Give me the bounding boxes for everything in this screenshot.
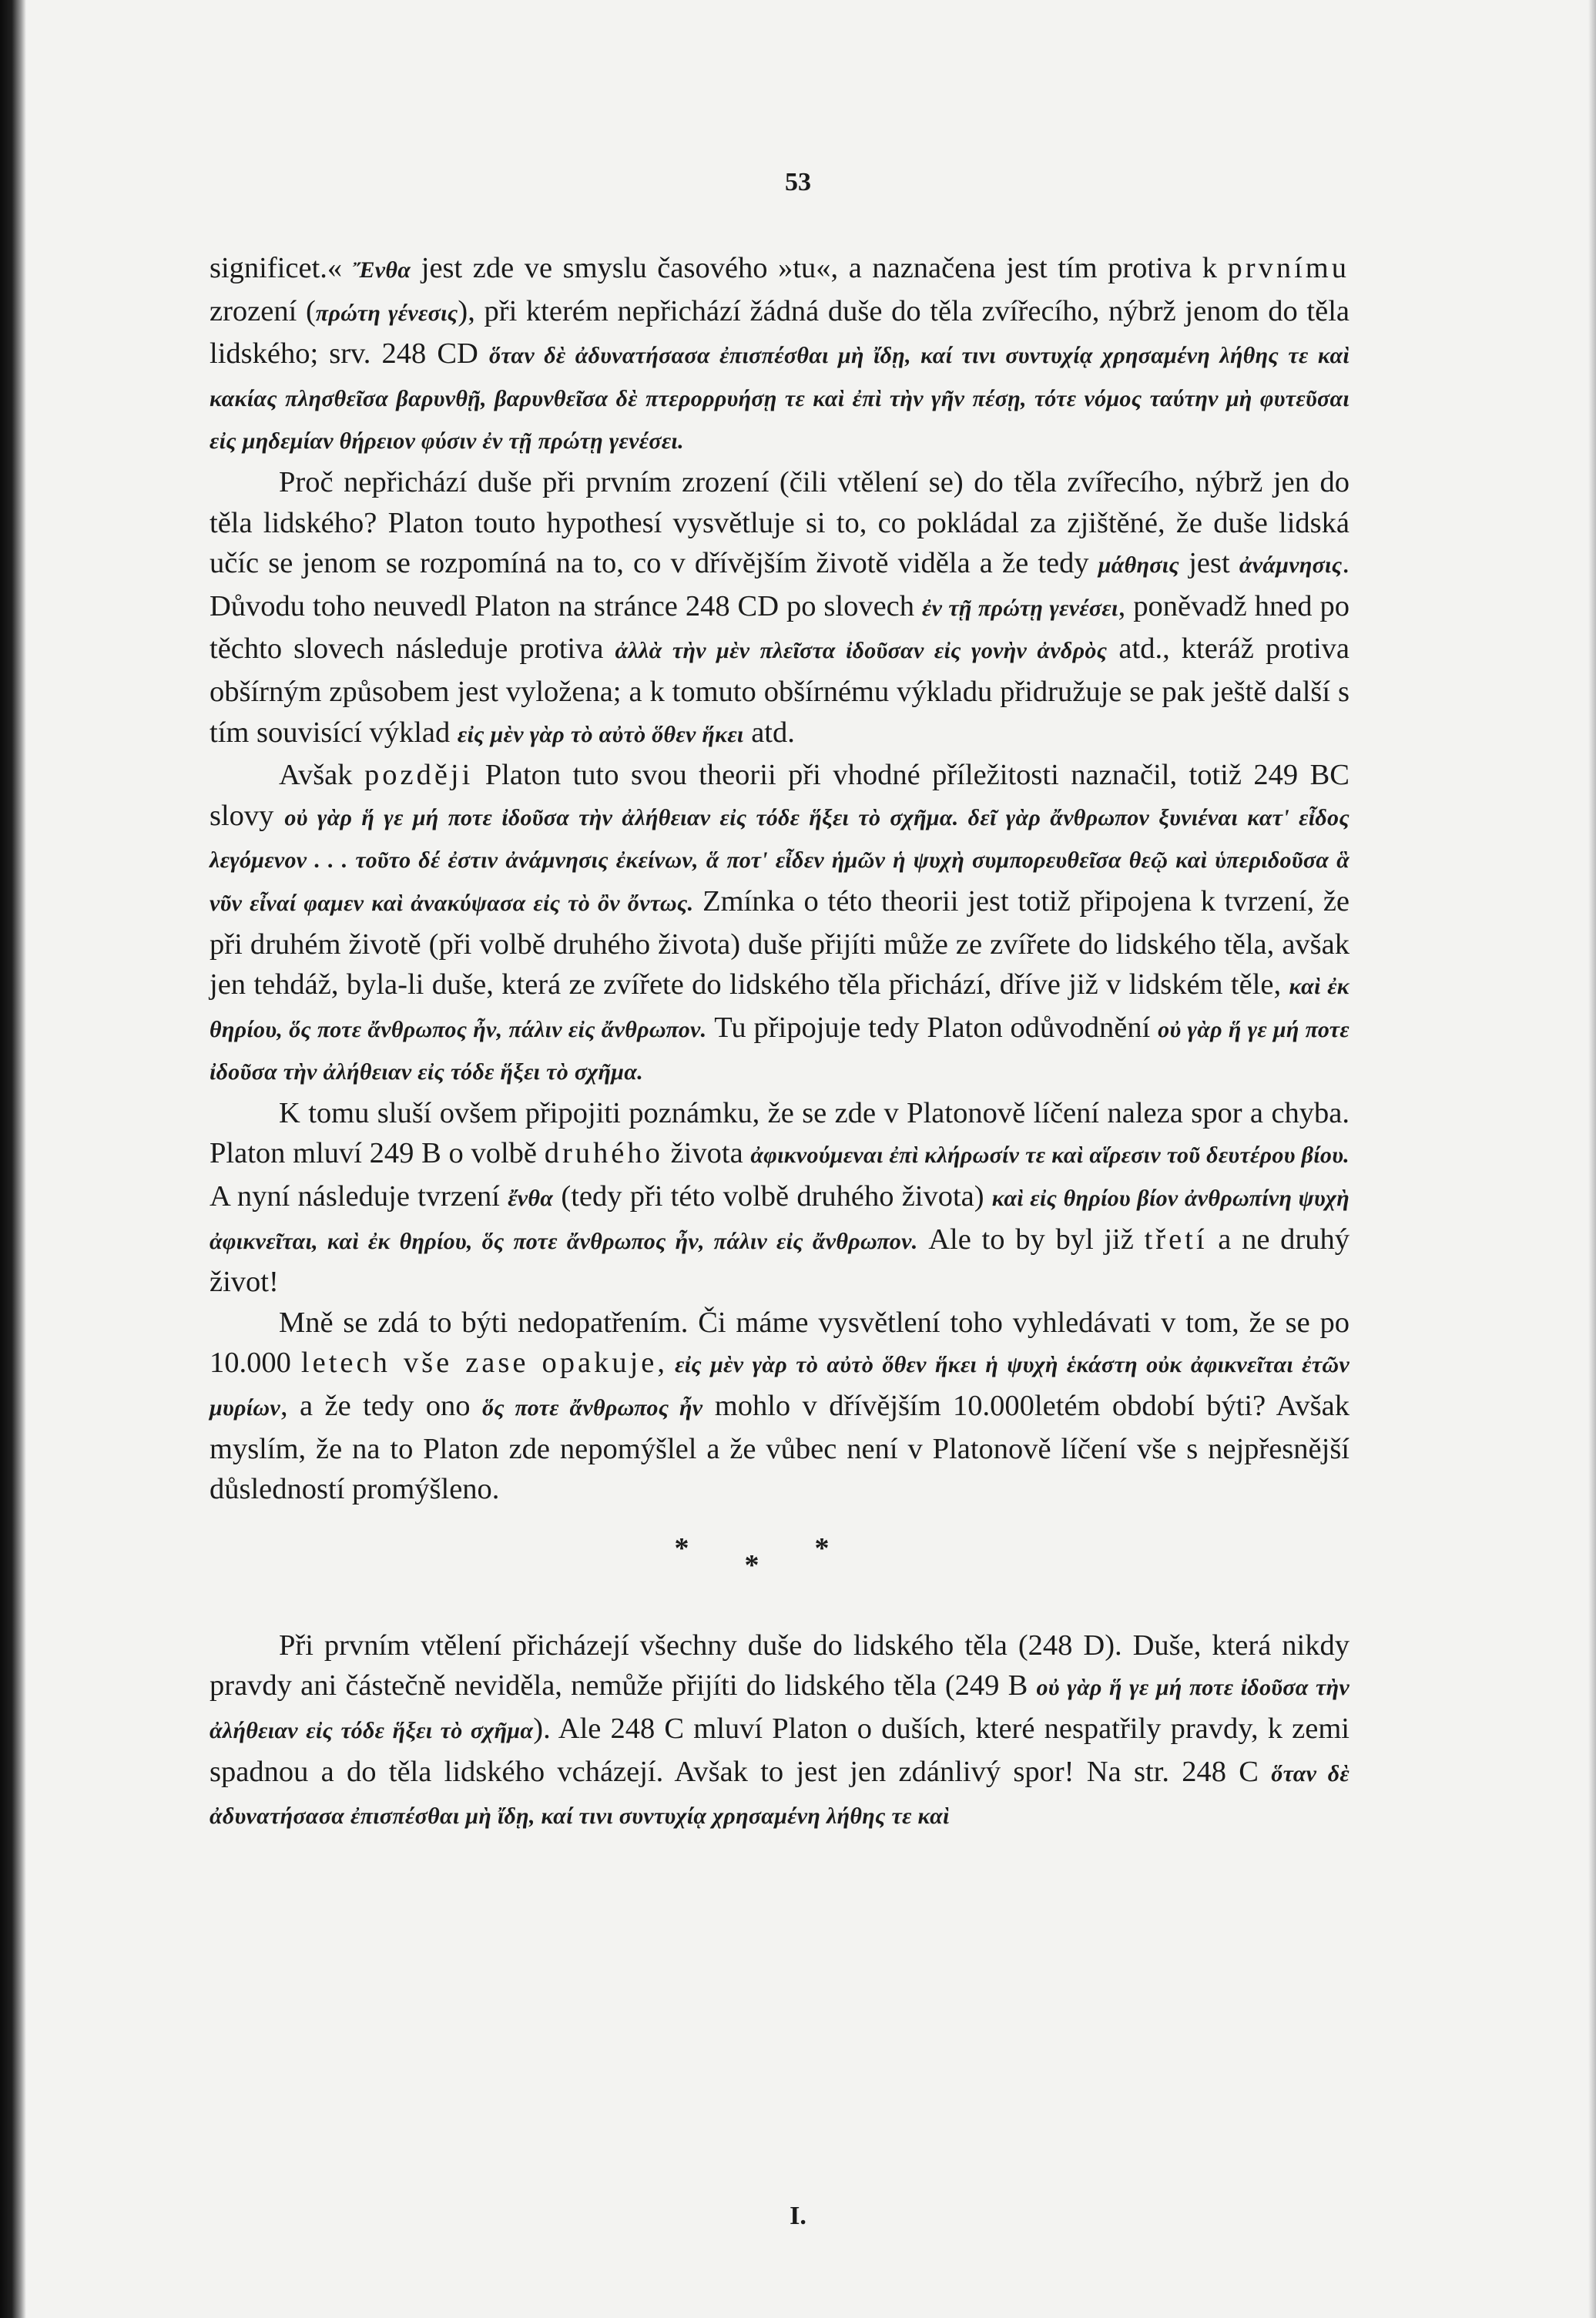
text-run: atd., kteráž protiva obšírným způsobem jest vyložena; a k tomuto obšírnému výkladu přidružuje se pak ještě další s tím souvisící výklad xyxy=(210,632,1350,749)
greek-quote: ἀλλὰ τὴν μὲν πλεῖστα ἰδοῦσαν εἰς γονὴν ἀνδρὸς xyxy=(615,638,1108,664)
text-run: , poněvadž hned po těchto slovech následuje protiva xyxy=(210,589,1350,666)
greek-quote: πρώτη γένεσις xyxy=(315,300,458,326)
asterisk: * xyxy=(674,1531,745,1565)
scan-edge-shadow xyxy=(1588,0,1596,2318)
text-run: Tu připojuje tedy Platon odůvodnění xyxy=(706,1011,1158,1044)
greek-quote: Ἔνθα xyxy=(352,257,411,283)
greek-quote: εἰς μὲν γὰρ τὸ αὐτὸ ὅθεν ἥκει xyxy=(457,721,744,747)
greek-quote: ὅταν δὲ ἀδυνατήσασα ἐπισπέσθαι μὴ ἴδῃ, καί τινι συντυχίᾳ χρησαμένη λήθης τε καὶ κακίας πλησθεῖσα βαρυνθῇ, βαρυνθεῖσα δὲ πτερορρυήσῃ τε καὶ ἐπὶ τὴν γῆν πέσῃ, τότε νόμος ταύτην μὴ φυτεῦσαι εἰς μηδεμίαν θήρειον φύσιν ἐν τῇ πρώτῃ γενέσει. xyxy=(210,343,1350,455)
text-run: Ale to by byl již xyxy=(917,1223,1145,1256)
asterisk: * xyxy=(814,1531,885,1565)
paragraph xyxy=(210,1093,1350,1303)
text-run: significet.« xyxy=(210,252,353,284)
greek-quote: μάθησις xyxy=(1098,552,1180,579)
signature-mark: I. xyxy=(790,2202,806,2230)
text-run: jest xyxy=(1179,547,1239,580)
greek-quote: ἀφικνούμεναι ἐπὶ κλήρωσίν τε καὶ αἵρεσιν τοῦ δευτέρου βίου. xyxy=(750,1142,1350,1169)
text-run: jest zde ve smyslu časového »tu«, a naznačena jest tím protiva k xyxy=(411,252,1228,284)
paragraph xyxy=(210,248,1350,462)
section-separator xyxy=(210,1510,1350,1625)
paragraph xyxy=(210,1625,1350,1837)
paragraph xyxy=(210,462,1350,755)
spaced-emphasis: letech vše zase opakuje xyxy=(300,1347,658,1380)
text-run: ). Ale 248 C mluví Platon o duších, které nespatřily pravdy, k zemi spadnou a do těla lidského vcházejí. Avšak to jest jen zdánlivý spor! Na str. 248 C xyxy=(210,1713,1350,1788)
spaced-emphasis: třetí xyxy=(1144,1223,1208,1256)
text-run: zrození ( xyxy=(210,294,316,327)
greek-quote: οὐ γὰρ ἥ γε μή ποτε ἰδοῦσα τὴν ἀλήθειαν εἰς τόδε ἥξει τὸ σχῆμα xyxy=(210,1675,1350,1743)
scan-binding-shadow xyxy=(0,0,26,2318)
greek-quote: οὐ γὰρ ἥ γε μή ποτε ἰδοῦσα τὴν ἀλήθειαν εἰς τόδε ἥξει τὸ σχῆμα. xyxy=(210,1016,1350,1085)
greek-quote: ὅταν δὲ ἀδυνατήσασα ἐπισπέσθαι μὴ ἴδῃ, καί τινι συντυχίᾳ χρησαμένη λήθης τε καὶ xyxy=(210,1760,1350,1830)
text-run: mohlo v dřívějším 10.000letém období býti? Avšak myslím, že na to Platon zde nepomýšlel a že vůbec není v Platonově líčení vše s nejpřesnější důsledností promýšleno. xyxy=(210,1390,1350,1506)
greek-quote: οὐ γὰρ ἥ γε μή ποτε ἰδοῦσα τὴν ἀλήθειαν εἰς τόδε ἥξει τὸ σχῆμα. δεῖ γὰρ ἄνθρωπον ξυνιέναι κατ' εἶδος λεγόμενον . . . τοῦτο δέ ἐστιν ἀνάμνησις ἐκείνων, ἅ ποτ' εἶδεν ἡμῶν ἡ ψυχὴ συμπορευθεῖσα θεῷ καὶ ὑπεριδοῦσα ἃ νῦν εἶναί φαμεν καὶ ἀνακύψασα εἰς τὸ ὂν ὄντως. xyxy=(210,804,1350,916)
paragraph xyxy=(210,755,1350,1093)
greek-quote: ἔνθα xyxy=(508,1186,554,1212)
greek-quote: ἀνάμνησις xyxy=(1239,552,1343,579)
text-run: Avšak xyxy=(279,759,364,792)
text-run: a ne druhý život! xyxy=(210,1223,1350,1299)
greek-quote: ἐν τῇ πρώτῃ γενέσει xyxy=(921,595,1118,621)
greek-quote: ὅς ποτε ἄνθρωπος ἦν xyxy=(481,1395,703,1421)
text-run: Při prvním vtělení přicházejí všechny duše do lidského těla (248 D). Duše, která nikdy pravdy ani částečně neviděla, nemůže přijíti do lidského těla (249 B xyxy=(210,1629,1350,1702)
spaced-emphasis: druhého xyxy=(544,1137,663,1170)
greek-quote: εἰς μὲν γὰρ τὸ αὐτὸ ὅθεν ἥκει ἡ ψυχὴ ἑκάστη οὐκ ἀφικνεῖται ἐτῶν μυρίων xyxy=(210,1352,1350,1421)
text-run: Platon tuto svou theorii při vhodné příležitosti naznačil, totiž 249 BC slovy xyxy=(210,759,1350,832)
spaced-emphasis: později xyxy=(364,759,474,792)
text-run: Proč nepřichází duše při prvním zrození (čili vtělení se) do těla zvířecího, nýbrž jen do těla lidského? Platon touto hypothesí vysvětluje si to, co pokládal za zjištěné, že duše lidská učíc se jenom se rozpomíná na to, co v dřívějším životě viděla a že tedy xyxy=(210,465,1350,580)
text-run: K tomu sluší ovšem připojiti poznámku, že se zde v Platonově líčení naleza spor a chyba. Platon mluví 249 B o volbě xyxy=(210,1096,1350,1170)
text-run: Zmínka o této theorii jest totiž připojena k tvrzení, že při druhém životě (při volbě druhého života) duše přijíti může ze zvířete do lidského těla, avšak jen tehdáž, byla-li duše, která ze zvířete do lidského těla přichází, dříve již v lidském těle, xyxy=(210,884,1350,1001)
page-number: 53 xyxy=(785,168,811,196)
text-run: , xyxy=(657,1347,676,1380)
text-run: . Důvodu toho neuvedl Platon na stránce 248 CD po slovech xyxy=(210,547,1350,622)
text-run: (tedy při této volbě druhého života) xyxy=(553,1180,992,1213)
text-run: , a že tedy ono xyxy=(280,1390,482,1423)
text-run: ), při kterém nepřichází žádná duše do těla zvířecího, nýbrž jenom do těla lidského; srv. 248 CD xyxy=(210,294,1350,371)
greek-quote: καὶ ἐκ θηρίου, ὅς ποτε ἄνθρωπος ἦν, πάλιν εἰς ἄνθρωπον. xyxy=(210,974,1350,1042)
spaced-emphasis: prvnímu xyxy=(1227,252,1350,284)
text-run: atd. xyxy=(743,716,795,749)
text-run: Mně se zdá to býti nedopatřením. Či máme vysvětlení toho vyhledávati v tom, že se po 10.000 xyxy=(210,1306,1350,1380)
text-run: života xyxy=(662,1137,751,1170)
paragraph xyxy=(210,1303,1350,1510)
body-text xyxy=(210,248,1350,1837)
greek-quote: καὶ εἰς θηρίου βίον ἀνθρωπίνη ψυχὴ ἀφικνεῖται, καὶ ἐκ θηρίου, ὅς ποτε ἄνθρωπος ἦν, πάλιν εἰς ἄνθρωπον. xyxy=(210,1186,1350,1254)
asterisk: * xyxy=(744,1548,815,1582)
text-run: A nyní následuje tvrzení xyxy=(210,1180,508,1213)
